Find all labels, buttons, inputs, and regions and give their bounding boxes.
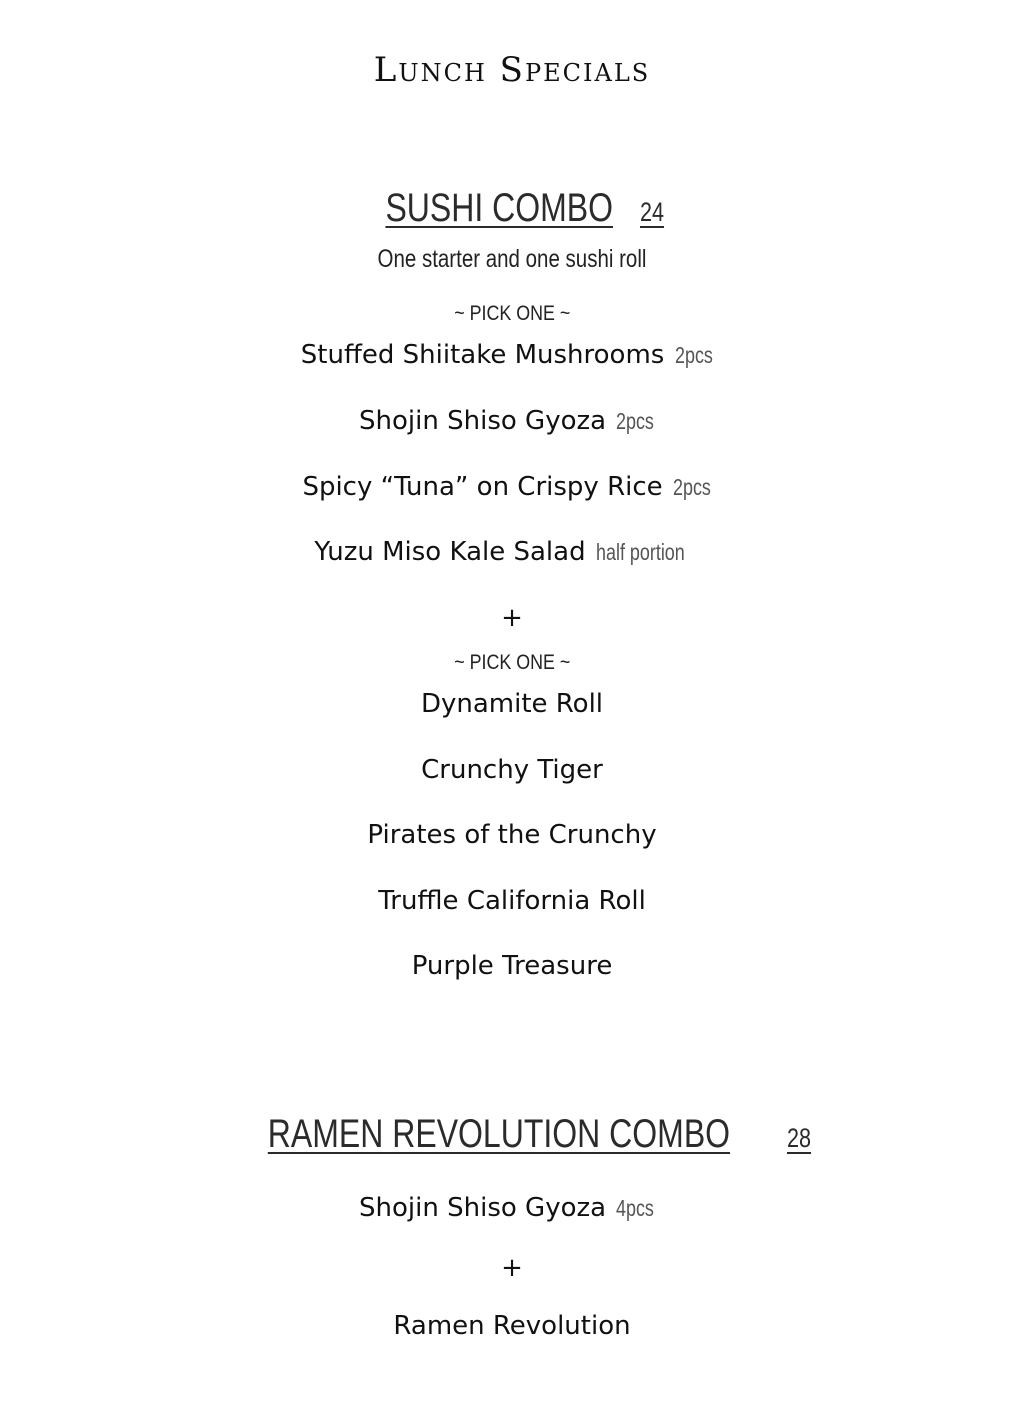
sushi-combo-heading bbox=[0, 186, 1024, 231]
starter-note: half portion bbox=[595, 539, 685, 565]
ramen-combo-item bbox=[0, 1193, 1024, 1223]
roll-item: Dynamite Roll bbox=[420, 689, 604, 719]
starter-name: Shojin Shiso Gyoza bbox=[359, 406, 607, 436]
starter-item bbox=[0, 406, 1024, 436]
ramen-item-note: 4pcs bbox=[616, 1195, 655, 1221]
starter-note: 2pcs bbox=[674, 342, 713, 368]
sushi-combo-price: 24 bbox=[640, 197, 665, 227]
pick-one-text: ~ PICK ONE ~ bbox=[453, 302, 571, 325]
roll-item: Truffle California Roll bbox=[378, 886, 646, 916]
plus-sign: + bbox=[501, 603, 523, 633]
starter-note: 2pcs bbox=[616, 408, 655, 434]
sushi-combo-subtitle-text: One starter and one sushi roll bbox=[377, 245, 647, 273]
roll-item: Crunchy Tiger bbox=[421, 755, 603, 785]
starter-item bbox=[0, 340, 1024, 370]
sushi-combo-subtitle bbox=[0, 245, 1024, 274]
roll-item: Pirates of the Crunchy bbox=[367, 820, 657, 850]
starter-name: Yuzu Miso Kale Salad bbox=[314, 537, 586, 567]
ramen-item-name: Shojin Shiso Gyoza bbox=[359, 1193, 607, 1223]
pick-one-text: ~ PICK ONE ~ bbox=[453, 651, 571, 674]
starter-item bbox=[0, 537, 1024, 567]
pick-one-label-starters bbox=[0, 302, 1024, 326]
starter-name: Stuffed Shiitake Mushrooms bbox=[300, 340, 665, 370]
starter-name: Spicy “Tuna” on Crispy Rice bbox=[302, 472, 663, 502]
sushi-combo-name: SUSHI COMBO bbox=[385, 186, 613, 230]
ramen-combo-name: RAMEN REVOLUTION COMBO bbox=[267, 1112, 731, 1156]
plus-sign: + bbox=[501, 1253, 523, 1283]
starter-note: 2pcs bbox=[672, 474, 711, 500]
ramen-combo-price: 28 bbox=[786, 1123, 811, 1153]
ramen-combo-heading bbox=[0, 1112, 1024, 1157]
ramen-combo-item: Ramen Revolution bbox=[393, 1311, 631, 1341]
starter-item bbox=[0, 472, 1024, 502]
roll-item: Purple Treasure bbox=[411, 951, 613, 981]
page-title: Lunch Specials bbox=[373, 50, 651, 90]
pick-one-label-rolls bbox=[0, 651, 1024, 675]
